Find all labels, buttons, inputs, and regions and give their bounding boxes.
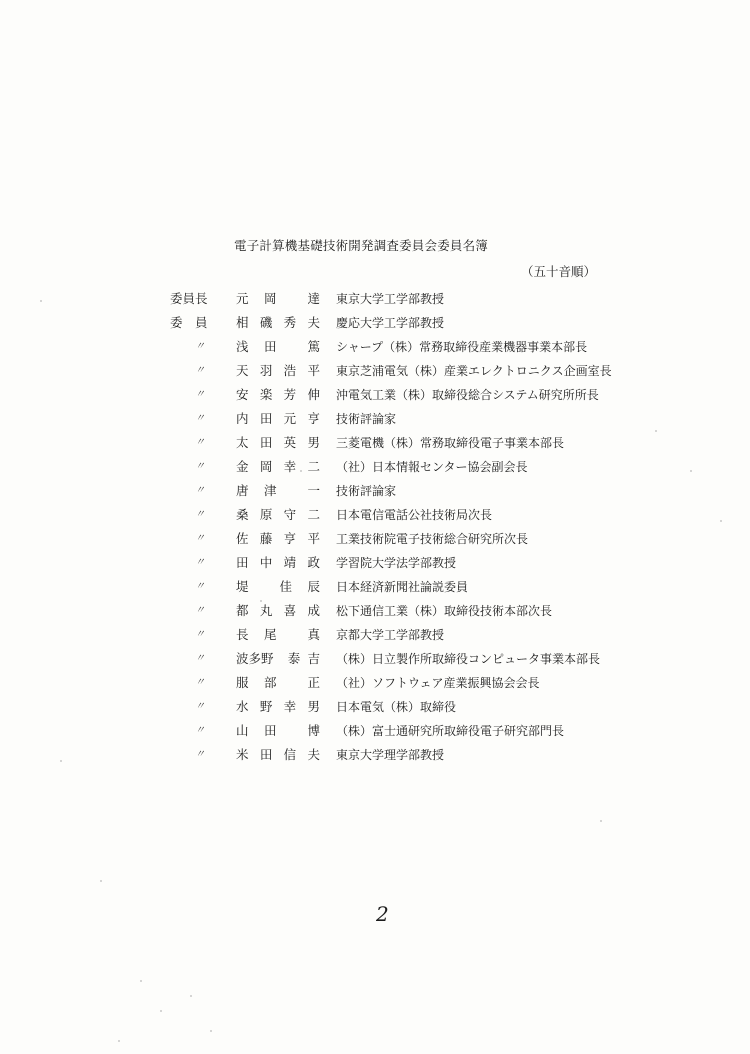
- member-name-char: 波多野: [236, 651, 274, 666]
- member-name-char: 吉: [307, 651, 320, 666]
- member-name-char: 伸: [307, 387, 320, 402]
- member-name-char: 英: [283, 435, 297, 450]
- member-name-char: 野: [259, 699, 273, 714]
- member-name: [236, 551, 320, 575]
- member-role: 〃: [195, 749, 205, 760]
- member-row: [0, 311, 750, 335]
- member-row: [0, 623, 750, 647]
- member-name-char: 秀: [283, 315, 297, 330]
- member-name: [236, 527, 320, 551]
- member-row: [0, 359, 750, 383]
- member-name: [236, 671, 320, 695]
- member-name-char: 浅: [236, 339, 249, 354]
- scan-speck: [100, 880, 102, 882]
- member-name-char: 唐: [236, 483, 249, 498]
- member-name: [236, 719, 320, 743]
- document-title: 電子計算機基礎技術開発調査委員会委員名簿: [234, 238, 489, 253]
- member-name-char: 堤: [236, 579, 249, 594]
- member-name-char: 長: [236, 627, 249, 642]
- member-name-char: 靖: [283, 555, 297, 570]
- member-name-char: 平: [307, 531, 320, 546]
- member-affiliation: 日本電信電話公社技術局次長: [336, 508, 493, 522]
- member-role: 〃: [195, 341, 205, 352]
- member-row: [0, 551, 750, 575]
- member-affiliation: シャープ（株）常務取締役産業機器事業本部長: [336, 340, 588, 354]
- member-name-char: 都: [236, 603, 249, 618]
- member-name-char: 中: [259, 555, 273, 570]
- member-name-char: 二: [307, 459, 320, 474]
- member-name: [236, 503, 320, 527]
- scan-speck: [690, 470, 692, 472]
- member-name-char: 安: [236, 387, 249, 402]
- member-name-char: 信: [283, 747, 297, 762]
- member-affiliation: 学習院大学法学部教授: [336, 556, 457, 570]
- scan-speck: [190, 995, 192, 997]
- member-affiliation: 松下通信工業（株）取締役技術本部次長: [336, 604, 553, 618]
- member-role: 〃: [195, 461, 205, 472]
- member-role: 〃: [195, 437, 205, 448]
- scan-speck: [260, 600, 262, 602]
- member-affiliation: 東京大学工学部教授: [336, 292, 445, 306]
- member-name-char: 内: [236, 411, 249, 426]
- member-name-char: 成: [307, 603, 320, 618]
- member-row: [0, 383, 750, 407]
- member-name-char: 原: [259, 507, 273, 522]
- member-row: [0, 503, 750, 527]
- member-row: [0, 335, 750, 359]
- scan-speck: [160, 1010, 162, 1012]
- member-name-char: 津: [264, 483, 277, 498]
- member-name-char: 天: [236, 363, 249, 378]
- member-name-char: 磯: [259, 315, 273, 330]
- member-name: [236, 431, 320, 455]
- member-name-char: 羽: [259, 363, 273, 378]
- member-name-char: 田: [259, 411, 273, 426]
- member-role: 〃: [195, 629, 205, 640]
- scan-speck: [600, 820, 602, 822]
- member-role: 〃: [195, 509, 205, 520]
- member-name-char: 水: [236, 699, 249, 714]
- member-row: [0, 743, 750, 767]
- member-row: [0, 431, 750, 455]
- member-name-char: 山: [236, 723, 249, 738]
- member-name-char: 真: [307, 627, 320, 642]
- member-name-char: 男: [307, 435, 320, 450]
- member-name: [236, 335, 320, 359]
- member-name-char: 部: [264, 675, 277, 690]
- member-affiliation: 東京芝浦電気（株）産業エレクトロニクス企画室長: [336, 364, 612, 378]
- member-name-char: 夫: [307, 315, 320, 330]
- member-name-char: 田: [259, 435, 273, 450]
- member-name-char: 達: [307, 291, 320, 306]
- member-name: [236, 599, 320, 623]
- member-affiliation: 沖電気工業（株）取締役総合システム研究所所長: [336, 388, 599, 402]
- member-affiliation: 日本経済新聞社論説委員: [336, 580, 469, 594]
- member-name-char: 夫: [307, 747, 320, 762]
- member-affiliation: 三菱電機（株）常務取締役電子事業本部長: [336, 436, 565, 450]
- member-name-char: 田: [259, 747, 273, 762]
- member-affiliation: 京都大学工学部教授: [336, 628, 445, 642]
- member-name-char: 米: [236, 747, 249, 762]
- member-role: 〃: [195, 485, 205, 496]
- order-note: （五十音順）: [521, 264, 597, 279]
- member-row: [0, 599, 750, 623]
- member-role: 委員長: [170, 291, 208, 306]
- member-affiliation: 東京大学理学部教授: [336, 748, 445, 762]
- member-role: 委 員: [170, 315, 208, 330]
- member-role: 〃: [195, 365, 205, 376]
- member-row: [0, 479, 750, 503]
- member-name-char: 田: [236, 555, 249, 570]
- member-roster: [0, 287, 750, 767]
- member-name-char: 一: [307, 483, 320, 498]
- member-name-char: 正: [307, 675, 320, 690]
- member-affiliation: （株）富士通研究所取締役電子研究部門長: [336, 724, 565, 738]
- member-row: [0, 287, 750, 311]
- member-name-char: 亨: [283, 531, 297, 546]
- member-name-char: 政: [307, 555, 320, 570]
- member-name-char: 亨: [307, 411, 320, 426]
- member-name-char: 佳: [279, 579, 292, 594]
- member-role: 〃: [195, 413, 205, 424]
- member-name-char: 幸: [283, 459, 297, 474]
- member-name: [236, 743, 320, 767]
- member-row: [0, 455, 750, 479]
- member-name-char: 藤: [259, 531, 273, 546]
- member-affiliation: 技術評論家: [336, 412, 397, 426]
- member-name-char: 二: [307, 507, 320, 522]
- member-row: [0, 647, 750, 671]
- scan-speck: [210, 1030, 212, 1032]
- scan-speck: [40, 300, 42, 302]
- member-row: [0, 527, 750, 551]
- scan-speck: [720, 520, 722, 522]
- member-name-char: 桑: [236, 507, 249, 522]
- member-name-char: 男: [307, 699, 320, 714]
- page-number: 2: [376, 902, 389, 926]
- scan-speck: [300, 470, 302, 472]
- member-name: [236, 647, 320, 671]
- member-affiliation: （社）日本情報センター協会副会長: [336, 460, 528, 474]
- member-affiliation: 技術評論家: [336, 484, 397, 498]
- member-role: 〃: [195, 557, 205, 568]
- member-affiliation: 慶応大学工学部教授: [336, 316, 445, 330]
- scan-speck: [60, 760, 62, 762]
- member-role: 〃: [195, 653, 205, 664]
- member-affiliation: 日本電気（株）取締役: [336, 700, 457, 714]
- member-name-char: 相: [236, 315, 249, 330]
- member-name-char: 楽: [259, 387, 273, 402]
- scan-speck: [140, 980, 142, 982]
- member-role: 〃: [195, 677, 205, 688]
- member-name-char: 元: [283, 411, 297, 426]
- member-name: [236, 479, 320, 503]
- scan-speck: [655, 430, 657, 432]
- member-name-char: 幸: [283, 699, 297, 714]
- member-affiliation: （株）日立製作所取締役コンピュータ事業本部長: [336, 652, 601, 666]
- member-name: [236, 287, 320, 311]
- member-role: 〃: [195, 701, 205, 712]
- member-name-char: 泰: [287, 651, 301, 666]
- member-name-char: 太: [236, 435, 249, 450]
- member-name-char: 岡: [264, 291, 277, 306]
- member-name-char: 平: [307, 363, 320, 378]
- member-row: [0, 671, 750, 695]
- member-affiliation: 工業技術院電子技術総合研究所次長: [336, 532, 529, 546]
- member-name-char: 守: [283, 507, 297, 522]
- member-row: [0, 695, 750, 719]
- member-name: [236, 359, 320, 383]
- member-row: [0, 407, 750, 431]
- member-name-char: 辰: [307, 579, 320, 594]
- member-role: 〃: [195, 725, 205, 736]
- member-name-char: 芳: [283, 387, 297, 402]
- member-name-char: 金: [236, 459, 249, 474]
- member-name-char: 博: [307, 723, 320, 738]
- member-role: 〃: [195, 389, 205, 400]
- member-name-char: 元: [236, 291, 249, 306]
- member-name-char: 田: [264, 339, 277, 354]
- member-name: [236, 695, 320, 719]
- member-row: [0, 719, 750, 743]
- member-row: [0, 575, 750, 599]
- member-role: 〃: [195, 533, 205, 544]
- member-name: [236, 575, 320, 599]
- member-name: [236, 383, 320, 407]
- member-name-char: 佐: [236, 531, 249, 546]
- member-role: 〃: [195, 605, 205, 616]
- scan-speck: [118, 1040, 120, 1042]
- member-name-char: 岡: [259, 459, 273, 474]
- member-name-char: 尾: [264, 627, 277, 642]
- member-name-char: 田: [264, 723, 277, 738]
- member-role: 〃: [195, 581, 205, 592]
- member-name-char: 篤: [307, 339, 320, 354]
- member-name-char: 服: [236, 675, 249, 690]
- member-name: [236, 311, 320, 335]
- member-name-char: 浩: [283, 363, 297, 378]
- member-name: [236, 407, 320, 431]
- member-affiliation: （社）ソフトウェア産業振興協会会長: [336, 676, 540, 690]
- member-name: [236, 455, 320, 479]
- member-name-char: 喜: [283, 603, 297, 618]
- member-name-char: 丸: [259, 603, 273, 618]
- member-name: [236, 623, 320, 647]
